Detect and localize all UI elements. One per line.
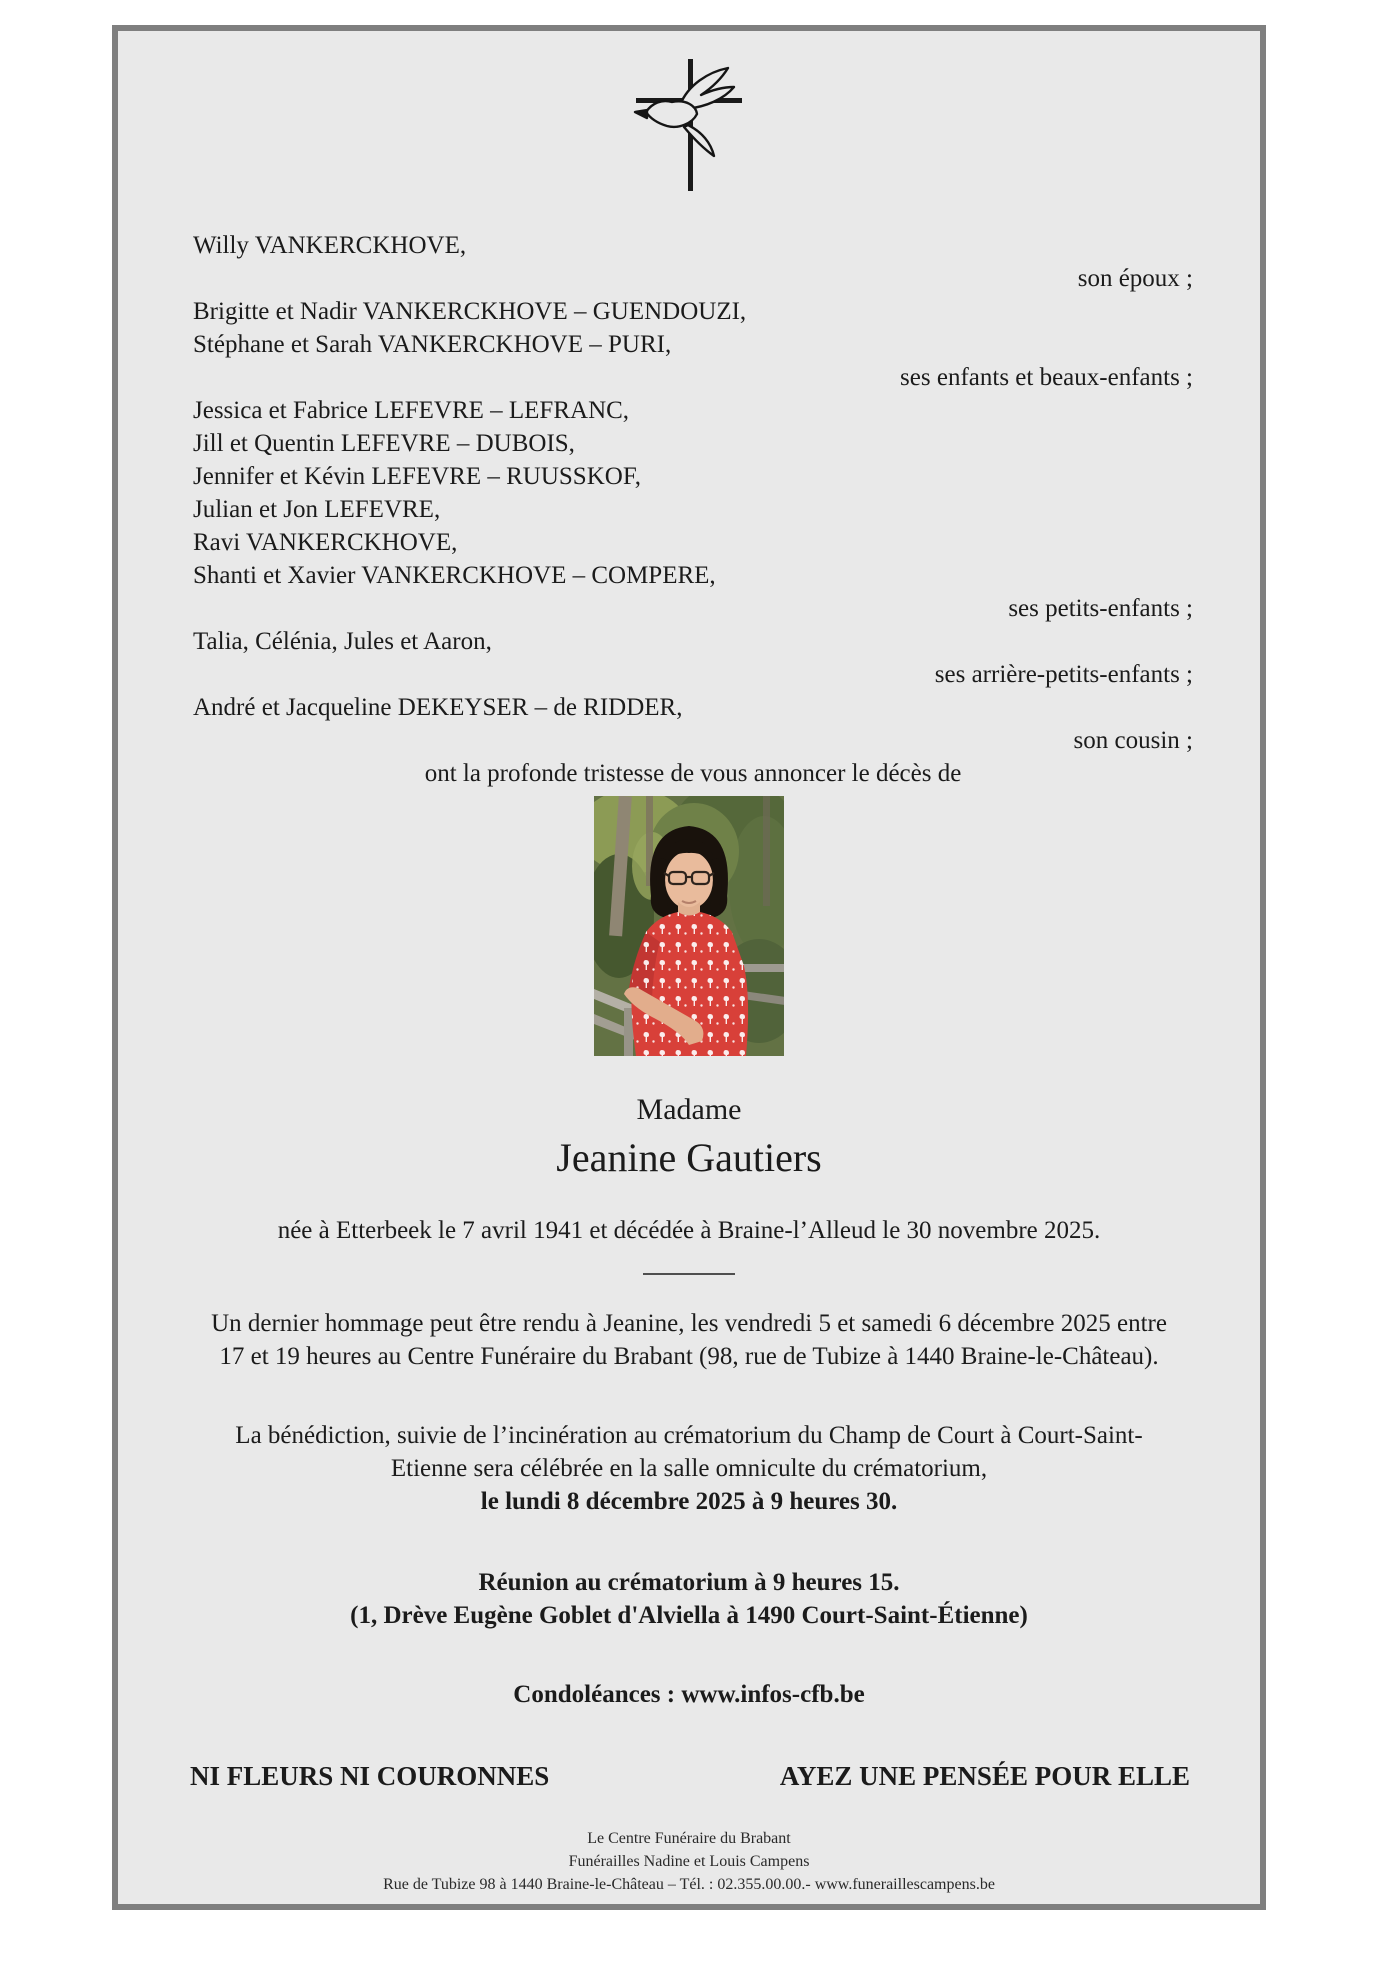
family-line: Brigitte et Nadir VANKERCKHOVE – GUENDOUZI, — [193, 298, 747, 325]
footer-line: Funérailles Nadine et Louis Campens — [568, 1853, 810, 1870]
relation-line: son époux ; — [1077, 265, 1193, 292]
hommage-line: Un dernier hommage peut être rendu à Jeanine, les vendredi 5 et samedi 6 décembre 2025 entre — [211, 1310, 1167, 1337]
relation-line: ses enfants et beaux-enfants ; — [900, 364, 1193, 391]
announcement-line: ont la profonde tristesse de vous annoncer le décès de — [424, 760, 962, 787]
footer-line: Rue de Tubize 98 à 1440 Braine-le-Château – Tél. : 02.355.00.00.- www.funeraillescampens.be — [383, 1876, 995, 1893]
relation-line: ses arrière-petits-enfants ; — [934, 661, 1193, 688]
obituary-page — [0, 25, 1378, 1910]
footer-line: Le Centre Funéraire du Brabant — [587, 1830, 791, 1847]
condolences-line: Condoléances : www.infos-cfb.be — [513, 1681, 865, 1708]
closing-row — [118, 1759, 1260, 1793]
dove-cross-icon — [628, 59, 750, 193]
family-line: Willy VANKERCKHOVE, — [193, 232, 467, 259]
deceased-title: Madame — [636, 1093, 742, 1126]
family-line: Stéphane et Sarah VANKERCKHOVE – PURI, — [193, 331, 672, 358]
family-line: André et Jacqueline DEKEYSER – de RIDDER, — [193, 694, 683, 721]
family-line: Julian et Jon LEFEVRE, — [193, 496, 441, 523]
family-line: Shanti et Xavier VANKERCKHOVE – COMPERE, — [193, 562, 716, 589]
no-flowers-text: NI FLEURS NI COURONNES — [190, 1761, 550, 1791]
family-line: Jill et Quentin LEFEVRE – DUBOIS, — [193, 430, 575, 457]
ceremony-line: Etienne sera célébrée en la salle omniculte du crématorium, — [390, 1455, 988, 1482]
family-list — [118, 229, 1260, 790]
life-dates: née à Etterbeek le 7 avril 1941 et décédée à Braine-l’Alleud le 30 novembre 2025. — [277, 1217, 1101, 1244]
meeting-line: (1, Drève Eugène Goblet d'Alviella à 1490 Court-Saint-Étienne) — [350, 1602, 1028, 1629]
family-line: Ravi VANKERCKHOVE, — [193, 529, 458, 556]
hommage-paragraph — [118, 1307, 1260, 1373]
portrait-photo — [594, 796, 784, 1056]
ceremony-paragraph — [118, 1419, 1260, 1518]
ceremony-date: le lundi 8 décembre 2025 à 9 heures 30. — [480, 1488, 898, 1515]
family-line: Jessica et Fabrice LEFEVRE – LEFRANC, — [193, 397, 630, 424]
meeting-paragraph — [118, 1566, 1260, 1632]
family-line: Jennifer et Kévin LEFEVRE – RUUSSKOF, — [193, 463, 641, 490]
thought-text: AYEZ UNE PENSÉE POUR ELLE — [779, 1761, 1190, 1791]
hommage-line: 17 et 19 heures au Centre Funéraire du Brabant (98, rue de Tubize à 1440 Braine-le-Château). — [219, 1343, 1159, 1370]
section-divider — [643, 1273, 735, 1275]
funeral-home-footer — [118, 1827, 1260, 1896]
relation-line: ses petits-enfants ; — [1008, 595, 1193, 622]
deceased-name: Jeanine Gautiers — [556, 1135, 822, 1180]
relation-line: son cousin ; — [1073, 727, 1193, 754]
meeting-line: Réunion au crématorium à 9 heures 15. — [478, 1569, 900, 1596]
ceremony-line: La bénédiction, suivie de l’incinération au crématorium du Champ de Court à Court-Saint- — [235, 1422, 1143, 1449]
family-line: Talia, Célénia, Jules et Aaron, — [193, 628, 492, 655]
obituary-card — [112, 25, 1266, 1910]
